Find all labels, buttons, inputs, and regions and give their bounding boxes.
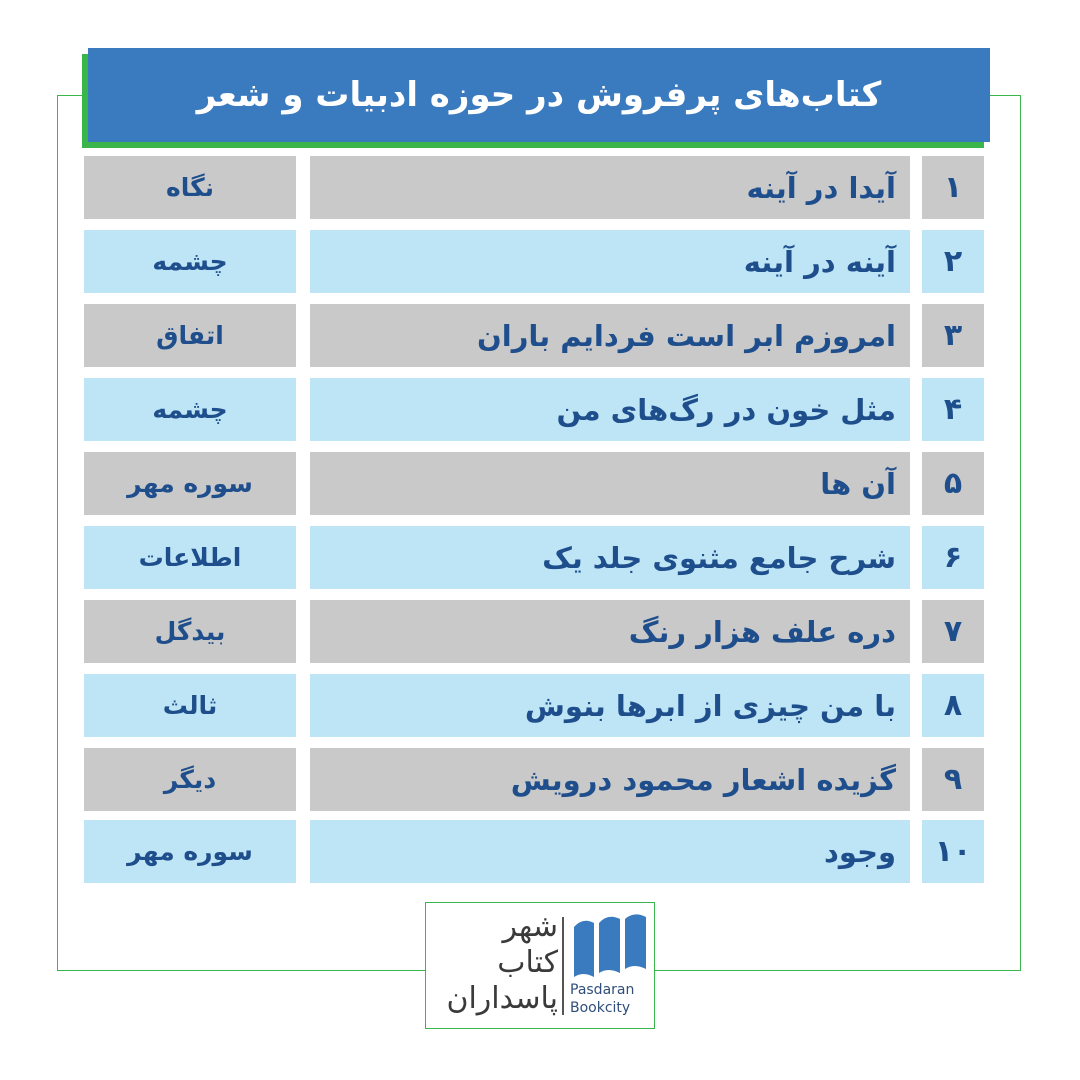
book-title: دره علف هزار رنگ (310, 600, 910, 663)
table-row (84, 748, 986, 811)
row-number: ۶ (922, 526, 984, 589)
logo-english-text (570, 981, 652, 1017)
row-number: ۴ (922, 378, 984, 441)
table-row (84, 378, 986, 441)
publisher: بیدگل (84, 600, 296, 663)
open-books-icon (570, 913, 652, 979)
publisher: ثالث (84, 674, 296, 737)
table-row (84, 526, 986, 589)
row-number: ۳ (922, 304, 984, 367)
logo-en-line: Bookcity (570, 1000, 631, 1016)
publisher: اطلاعات (84, 526, 296, 589)
publisher: سوره مهر (84, 452, 296, 515)
table-row (84, 304, 986, 367)
table-row (84, 230, 986, 293)
logo-fa-line: شهر (502, 909, 558, 944)
table-row (84, 600, 986, 663)
logo-fa-line: کتاب (497, 945, 558, 980)
row-number: ۲ (922, 230, 984, 293)
logo-persian-text (436, 909, 558, 1017)
logo-fa-line: پاسداران (446, 981, 558, 1016)
book-title: گزیده اشعار محمود درویش (310, 748, 910, 811)
page-title: کتاب‌های پرفروش در حوزه ادبیات و شعر (196, 75, 882, 115)
book-title: شرح جامع مثنوی جلد یک (310, 526, 910, 589)
publisher: نگاه (84, 156, 296, 219)
book-title: مثل خون در رگ‌های من (310, 378, 910, 441)
table-row (84, 452, 986, 515)
title-accent-bottom (82, 142, 984, 148)
bookcity-logo (425, 902, 655, 1029)
row-number: ۵ (922, 452, 984, 515)
table-row (84, 820, 986, 883)
book-title: آیدا در آینه (310, 156, 910, 219)
table-row (84, 156, 986, 219)
logo-divider (562, 917, 564, 1015)
row-number: ۱ (922, 156, 984, 219)
publisher: چشمه (84, 230, 296, 293)
row-number: ۸ (922, 674, 984, 737)
publisher: سوره مهر (84, 820, 296, 883)
title-banner (88, 48, 990, 142)
book-title: وجود (310, 820, 910, 883)
book-title: امروزم ابر است فردایم باران (310, 304, 910, 367)
row-number: ۷ (922, 600, 984, 663)
book-title: با من چیزی از ابرها بنوش (310, 674, 910, 737)
table-row (84, 674, 986, 737)
row-number: ۱۰ (922, 820, 984, 883)
row-number: ۹ (922, 748, 984, 811)
book-title: آینه در آینه (310, 230, 910, 293)
logo-en-line: Pasdaran (570, 982, 635, 998)
publisher: اتفاق (84, 304, 296, 367)
book-title: آن ها (310, 452, 910, 515)
publisher: دیگر (84, 748, 296, 811)
publisher: چشمه (84, 378, 296, 441)
